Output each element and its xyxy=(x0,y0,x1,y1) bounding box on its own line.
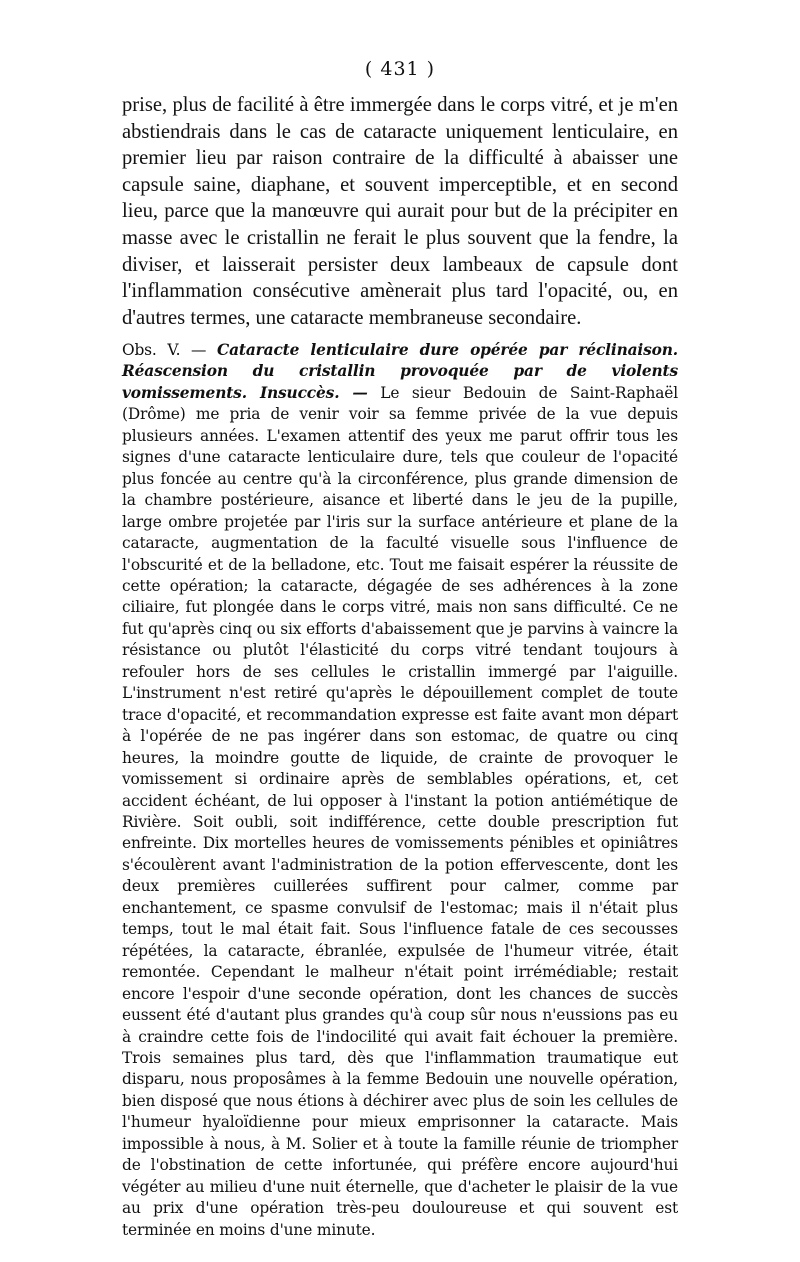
intro-paragraph: prise, plus de facilité à être immergée dans le corps vitré, et je m'en abstiendrais dans le cas de cataracte uniquement lenticulaire, en premier lieu par raison contraire de la difficulté à abaisser une capsule saine, diaphane, et souvent imperceptible, et en second lieu, parce que la manœuvre qui aurait pour but de la précipiter en masse avec le cristallin ne ferait le plus souvent que la fendre, la diviser, et laisserait persister deux lambeaux de capsule dont l'inflammation consécutive amènerait plus tard l'opacité, ou, en d'autres termes, une cataracte membraneuse secondaire. xyxy=(122,94,678,329)
observation-label: Obs. V. — xyxy=(122,341,207,359)
observation-body: Le sieur Bedouin de Saint-Raphaël (Drôme) me pria de venir voir sa femme privée de la vue depuis plusieurs années. L'examen attentif des yeux me parut offrir tous les signes d'une cataracte lenticulaire dure, tels que couleur de l'opacité plus foncée au centre qu'à la circonférence, plus grande dimension de la chambre postérieure, aisance et liberté dans le jeu de la pupille, large ombre projetée par l'iris sur la surface antérieure et plane de la cataracte, augmentation de la faculté visuelle sous l'influence de l'obscurité et de la belladone, etc. Tout me faisait espérer la réussite de cette opération; la cataracte, dégagée de ses adhérences à la zone ciliaire, fut plongée dans le corps vitré, mais non sans difficulté. Ce ne fut qu'après cinq ou six efforts d'abaissement que je parvins à vaincre la résistance ou plutôt l'élasticité du corps vitré tendant toujours à refouler hors de ses cellules le cristallin immergé par l'aiguille. L'instrument n'est retiré qu'après le dépouillement complet de toute trace d'opacité, et recommandation expresse est faite avant mon départ à l'opérée de ne pas ingérer dans son estomac, de quatre ou cinq heures, la moindre goutte de liquide, de crainte de provoquer le vomissement si ordinaire après de semblables opérations, et, cet accident échéant, de lui opposer à l'instant la potion antiémétique de Rivière. Soit oubli, soit indifférence, cette double prescription fut enfreinte. Dix mortelles heures de vomissements pénibles et opiniâtres s'écoulèrent avant l'administration de la potion effervescente, dont les deux premières cuillerées suffirent pour calmer, comme par enchantement, ce spasme convulsif de l'estomac; mais il n'était plus temps, tout le mal était fait. Sous l'influence fatale de ces secousses répétées, la cataracte, ébranlée, expulsée de l'humeur vitrée, était remontée. Cependant le malheur n'était point irrémédiable; restait encore l'espoir d'une seconde opération, dont les chances de succès eussent été d'autant plus grandes qu'à coup sûr nous n'eussions pas eu à craindre cette fois de l'indocilité qui avait fait échouer la première. Trois semaines plus tard, dès que l'inflammation traumatique eut disparu, nous proposâmes à la femme Bedouin une nouvelle opération, bien disposé que nous étions à déchirer avec plus de soin les cellules de l'humeur hyaloïdienne pour mieux emprisonner la cataracte. Mais impossible à nous, à M. Solier et à toute la famille réunie de triompher de l'obstination de cette infortunée, qui préfère encore aujourd'hui végéter au milieu d'une nuit éternelle, que d'acheter le plaisir de la vue au prix d'une opération très-peu douloureuse et qui souvent est terminée en moins d'une minute. xyxy=(122,383,678,1239)
observation-paragraph xyxy=(122,340,678,1241)
observation-title: Cataracte lenticulaire dure opérée par réclinaison. Réascension du cristallin provoquée par de violents vomissements. Insuccès. — xyxy=(122,341,679,402)
page-number: ( 431 ) xyxy=(364,58,436,80)
